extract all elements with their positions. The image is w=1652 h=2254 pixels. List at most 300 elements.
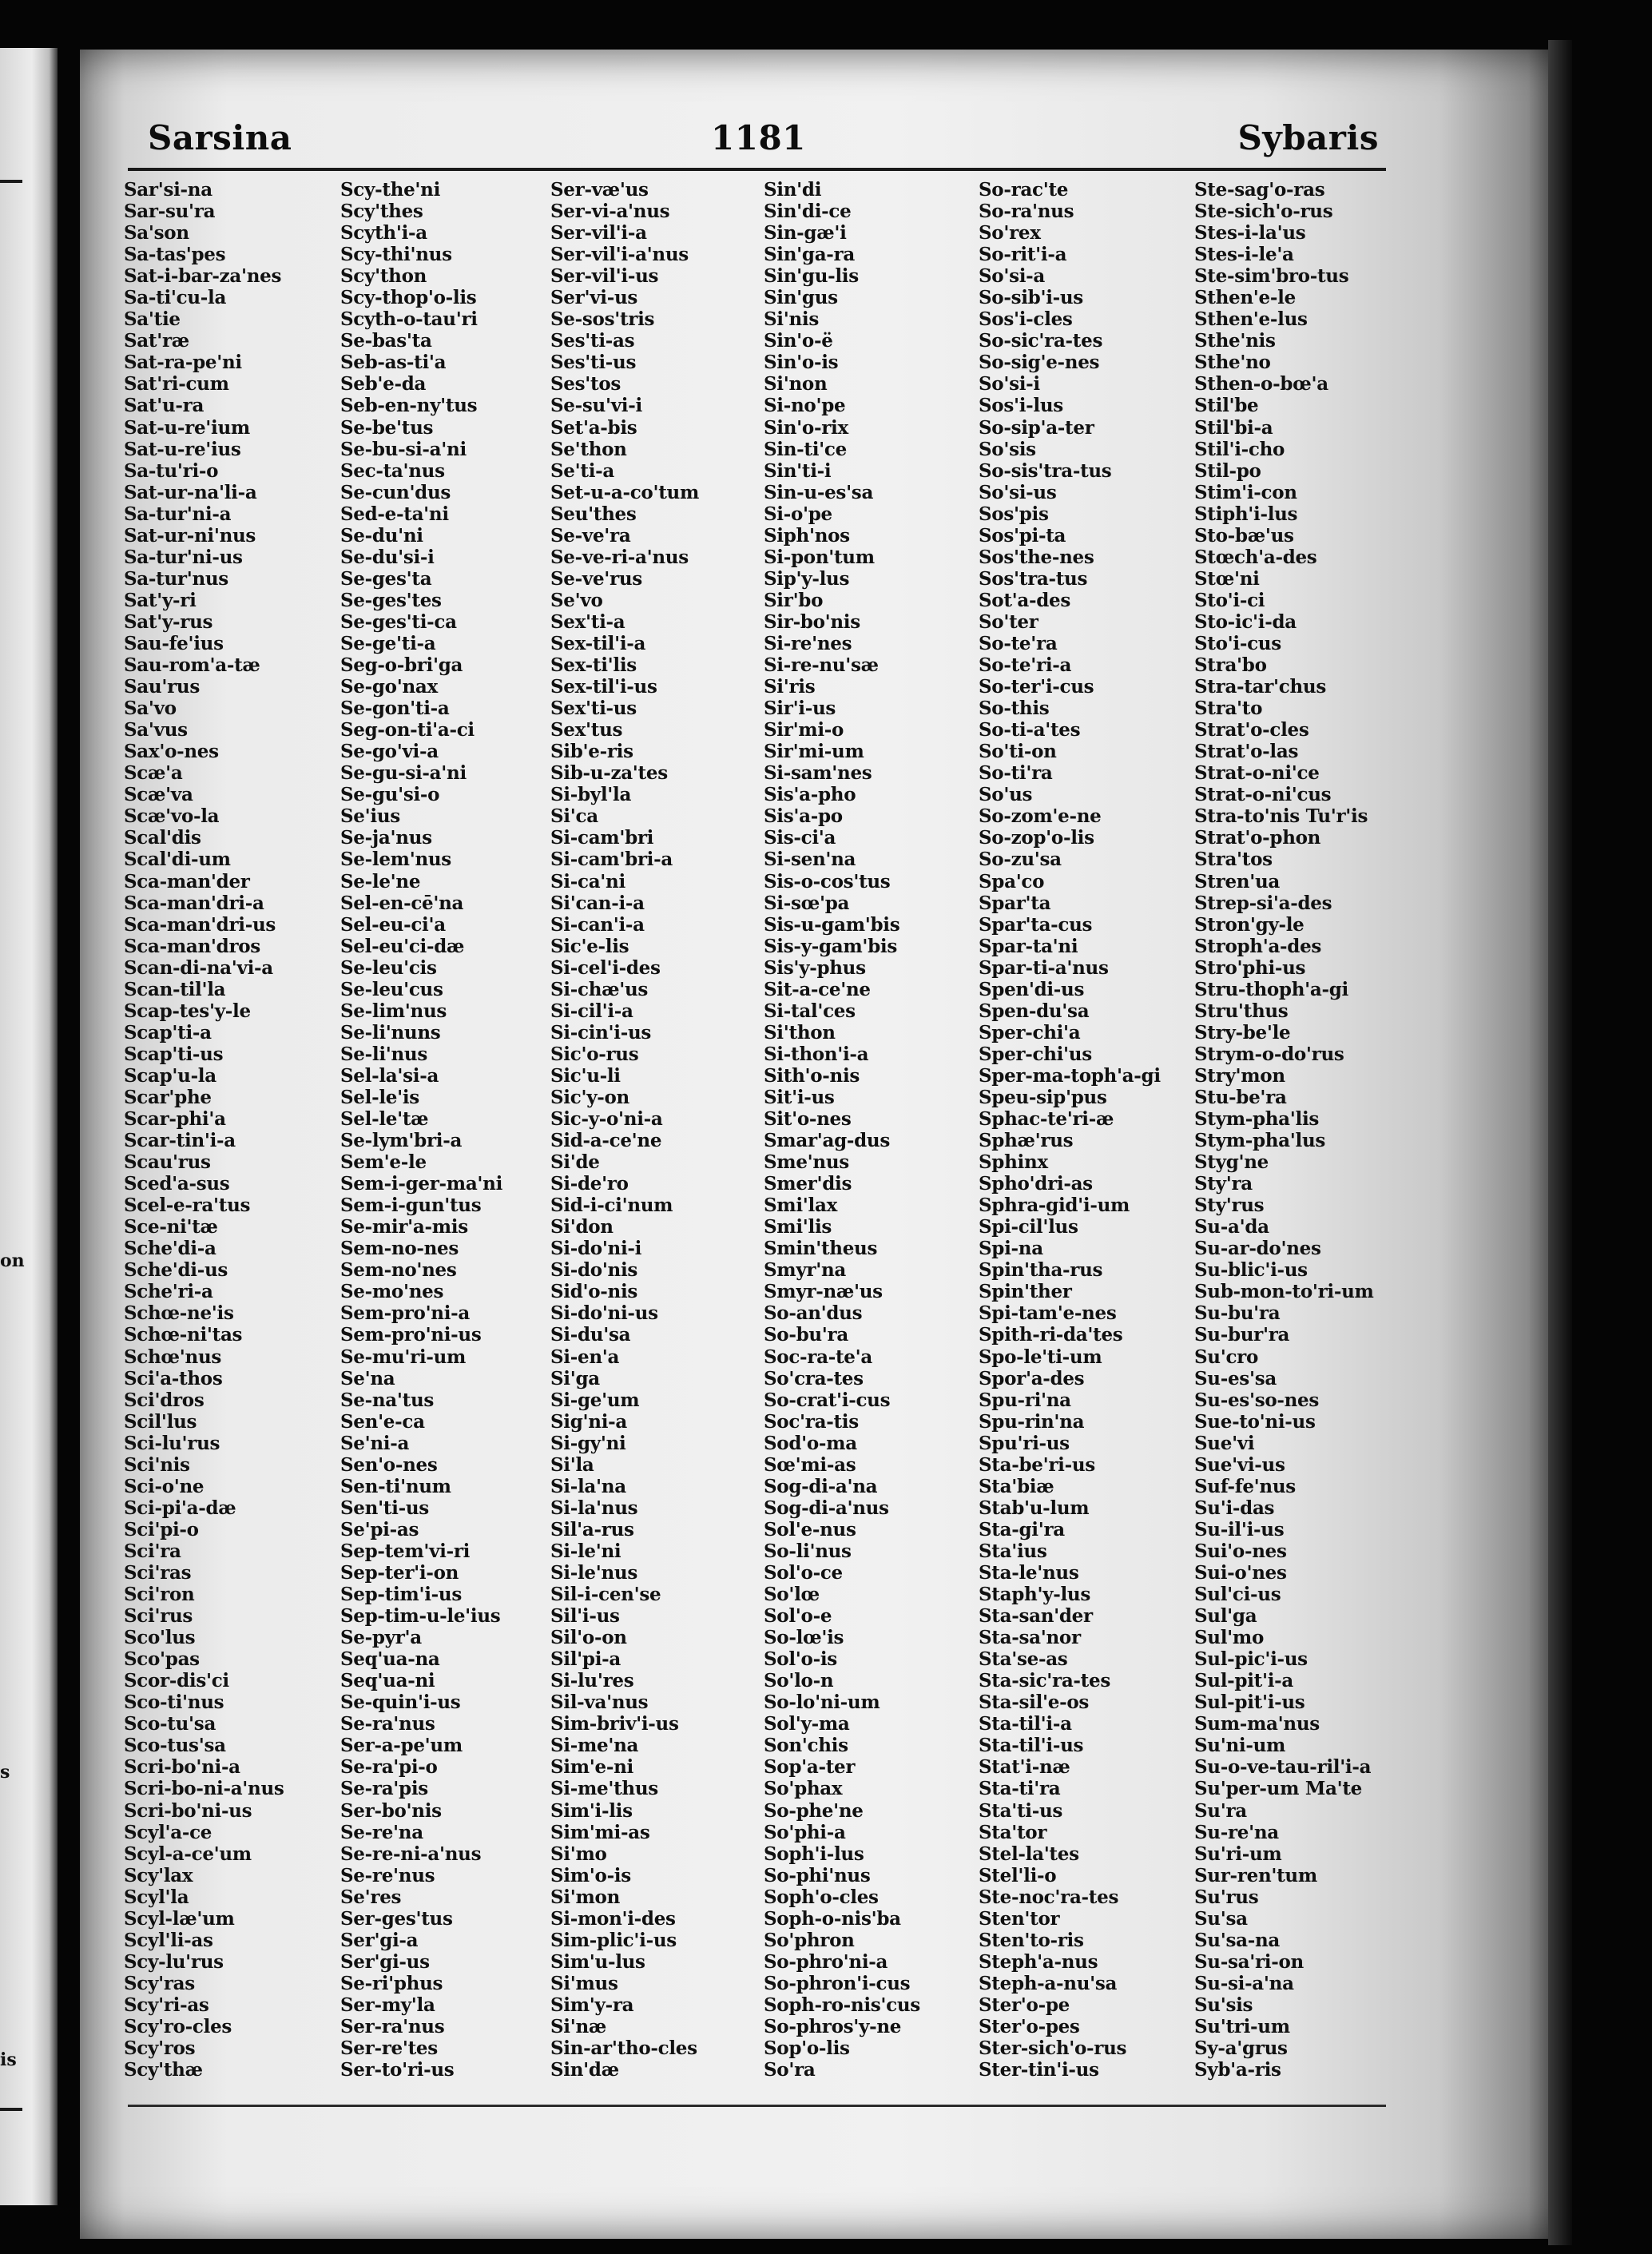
- dictionary-entry: Su-sa'ri-on: [1194, 1950, 1304, 1973]
- dictionary-entry: Stœ'ni: [1194, 567, 1260, 590]
- dictionary-entry: Si'ris: [764, 676, 816, 698]
- dictionary-entry: Sci'ron: [124, 1584, 195, 1606]
- dictionary-entry: Sin'ga-ra: [764, 244, 855, 266]
- dictionary-entry: Sin-gæ'i: [764, 222, 847, 244]
- dictionary-entry: So-ra'nus: [979, 201, 1074, 223]
- dictionary-entry: So'lo-n: [764, 1670, 834, 1692]
- dictionary-entry: Spen-du'sa: [979, 1000, 1090, 1022]
- dictionary-entry: Spi-cil'lus: [979, 1216, 1078, 1238]
- dictionary-entry: Si-du'sa: [550, 1324, 631, 1346]
- dictionary-entry: Sic'y-on: [550, 1086, 629, 1108]
- dictionary-entry: Steph'a-nus: [979, 1950, 1098, 1973]
- dictionary-entry: Si-can'i-a: [550, 913, 645, 936]
- dictionary-entry: Sul-pit'i-us: [1194, 1691, 1305, 1714]
- dictionary-entry: Si-cam'bri: [550, 827, 654, 849]
- dictionary-entry: Sic-y-o'ni-a: [550, 1108, 663, 1131]
- dictionary-entry: Sco'lus: [124, 1627, 196, 1649]
- dictionary-entry: Sem-i-gun'tus: [340, 1195, 482, 1217]
- dictionary-entry: Si'næ: [550, 2015, 607, 2037]
- dictionary-entry: Si'mo: [550, 1843, 607, 1865]
- dictionary-entry: Staph'y-lus: [979, 1584, 1091, 1606]
- dictionary-entry: Se-gu-si-a'ni: [340, 762, 467, 785]
- dictionary-entry: Smin'theus: [764, 1238, 878, 1260]
- dictionary-entry: Sta-sa'nor: [979, 1627, 1081, 1649]
- dictionary-entry: Si'ga: [550, 1367, 600, 1389]
- dictionary-entry: Sa-tu'ri-o: [124, 459, 219, 482]
- dictionary-entry: Si-en'a: [550, 1346, 620, 1368]
- dictionary-entry: Sche'di-a: [124, 1238, 216, 1260]
- dictionary-entry: So'us: [979, 784, 1033, 806]
- dictionary-entry: So-ti'ra: [979, 762, 1053, 785]
- dictionary-entry: So'sis: [979, 438, 1036, 460]
- dictionary-entry: Sin'gu-lis: [764, 265, 859, 288]
- dictionary-entry: Sis-ci'a: [764, 827, 836, 849]
- entry-column-1: [124, 179, 340, 2081]
- dictionary-entry: Sub-mon-to'ri-um: [1194, 1281, 1374, 1303]
- dictionary-entry: Strat'o-las: [1194, 741, 1299, 763]
- dictionary-entry: Set-u-a-co'tum: [550, 481, 699, 503]
- dictionary-entry: Se-gu'si-o: [340, 784, 440, 806]
- dictionary-entry: Sid-a-ce'ne: [550, 1130, 662, 1152]
- dictionary-entry: Sci'ras: [124, 1562, 192, 1584]
- dictionary-entry: Strat-o-ni'cus: [1194, 784, 1332, 806]
- dictionary-entry: Sed-e-ta'ni: [340, 503, 449, 525]
- dictionary-entry: Si-do'ni-i: [550, 1238, 642, 1260]
- dictionary-entry: Scæ'va: [124, 784, 193, 806]
- previous-page-fragment: [0, 48, 58, 2205]
- dictionary-entry: Se-ra'pi-o: [340, 1756, 438, 1779]
- dictionary-entry: Se-ve'ra: [550, 524, 631, 547]
- dictionary-entry: Si-de'ro: [550, 1173, 629, 1195]
- page-header: [72, 72, 1379, 160]
- dictionary-entry: Sib-u-za'tes: [550, 762, 668, 785]
- dictionary-entry: Su-es'sa: [1194, 1367, 1277, 1389]
- dictionary-entry: Stry'mon: [1194, 1064, 1285, 1087]
- dictionary-entry: Se-ja'nus: [340, 827, 432, 849]
- dictionary-entry: Sim-briv'i-us: [550, 1713, 679, 1735]
- dictionary-entry: Scy-lu'rus: [124, 1950, 224, 1973]
- dictionary-entry: Se-be'tus: [340, 416, 434, 439]
- dictionary-entry: Sto-ic'i-da: [1194, 610, 1297, 633]
- dictionary-entry: Sis-u-gam'bis: [764, 913, 900, 936]
- dictionary-entry: Sa-tur'ni-us: [124, 546, 243, 568]
- dictionary-entry: Sol'e-nus: [764, 1518, 856, 1540]
- dictionary-entry: Stra'to: [1194, 698, 1263, 720]
- dictionary-entry: So-te'ri-a: [979, 654, 1072, 677]
- dictionary-entry: Si-cin'i-us: [550, 1021, 652, 1044]
- dictionary-entry: Sthe'nis: [1194, 330, 1276, 352]
- dictionary-entry: Si-re-nu'sæ: [764, 654, 879, 677]
- dictionary-entry: Sod'o-ma: [764, 1432, 857, 1454]
- dictionary-entry: Sche'di-us: [124, 1259, 228, 1282]
- dictionary-entry: Ser-to'ri-us: [340, 2059, 455, 2081]
- dictionary-entry: Sta'ti-us: [979, 1799, 1063, 1822]
- fragment-text: on: [0, 1250, 25, 1271]
- dictionary-entry: Sa-tas'pes: [124, 244, 226, 266]
- dictionary-entry: Scar-phi'a: [124, 1108, 226, 1131]
- dictionary-entry: Sta-sic'ra-tes: [979, 1670, 1110, 1692]
- dictionary-entry: Sil'i-us: [550, 1605, 620, 1628]
- dictionary-entry: Sin'gus: [764, 287, 838, 309]
- dictionary-entry: Sco'pas: [124, 1648, 200, 1671]
- dictionary-entry: Si-do'nis: [550, 1259, 638, 1282]
- dictionary-entry: Sin'di: [764, 179, 822, 201]
- dictionary-entry: Stes-i-le'a: [1194, 244, 1294, 266]
- dictionary-entry: So-phron'i-cus: [764, 1972, 911, 1994]
- dictionary-entry: Su'cro: [1194, 1346, 1259, 1368]
- dictionary-entry: Stra'tos: [1194, 849, 1273, 871]
- dictionary-entry: Stu-be'ra: [1194, 1086, 1287, 1108]
- dictionary-entry: Si'de: [550, 1151, 600, 1174]
- dictionary-entry: Stab'u-lum: [979, 1497, 1090, 1519]
- dictionary-entry: Si-la'nus: [550, 1497, 638, 1519]
- dictionary-entry: Stroph'a-des: [1194, 935, 1322, 957]
- dictionary-entry: So-ter'i-cus: [979, 676, 1094, 698]
- dictionary-entry: So-rit'i-a: [979, 244, 1067, 266]
- dictionary-entry: Sem-i-ger-ma'ni: [340, 1173, 503, 1195]
- dictionary-entry: Strep-si'a-des: [1194, 892, 1332, 914]
- dictionary-entry: Ste-sag'o-ras: [1194, 179, 1325, 201]
- dictionary-entry: Si-pon'tum: [764, 546, 875, 568]
- dictionary-entry: Ster-sich'o-rus: [979, 2037, 1127, 2060]
- dictionary-entry: Sta'biæ: [979, 1475, 1054, 1497]
- dictionary-entry: Scri-bo-ni-a'nus: [124, 1778, 284, 1800]
- dictionary-entry: Sthe'no: [1194, 352, 1271, 374]
- dictionary-entry: Sci'ra: [124, 1540, 181, 1562]
- header-rule: [128, 168, 1386, 171]
- dictionary-entry: Spin'tha-rus: [979, 1259, 1103, 1282]
- dictionary-entry: Sim'o-is: [550, 1864, 631, 1886]
- dictionary-entry: Stron'gy-le: [1194, 913, 1305, 936]
- dictionary-entry: Scæ'vo-la: [124, 805, 220, 828]
- dictionary-entry: Sta'tor: [979, 1821, 1047, 1843]
- dictionary-entry: Sphra-gid'i-um: [979, 1195, 1130, 1217]
- dictionary-entry: Sthen'e-le: [1194, 287, 1296, 309]
- dictionary-entry: Sat'ri-cum: [124, 373, 229, 396]
- dictionary-entry: Sa'son: [124, 222, 189, 244]
- dictionary-entry: Sci'pi-o: [124, 1518, 199, 1540]
- dictionary-entry: Ster-tin'i-us: [979, 2059, 1099, 2081]
- dictionary-entry: Sol'o-e: [764, 1605, 832, 1628]
- dictionary-entry: Si-le'nus: [550, 1562, 637, 1584]
- dictionary-entry: Sin'ti-i: [764, 459, 832, 482]
- dictionary-entry: Spu-ri'na: [979, 1389, 1071, 1411]
- dictionary-entry: Sche'ri-a: [124, 1281, 213, 1303]
- dictionary-entry: Strat'o-phon: [1194, 827, 1321, 849]
- dictionary-entry: Se-lem'nus: [340, 849, 451, 871]
- entry-column-2: [340, 179, 556, 2081]
- dictionary-entry: Sco-tu'sa: [124, 1713, 216, 1735]
- dictionary-entry: Scy'thæ: [124, 2059, 203, 2081]
- dictionary-entry: Si-la'na: [550, 1475, 626, 1497]
- dictionary-entry: Stel-la'tes: [979, 1843, 1079, 1865]
- dictionary-entry: Sis-o-cos'tus: [764, 870, 891, 892]
- dictionary-entry: Sir'mi-um: [764, 741, 864, 763]
- dictionary-entry: Stry-be'le: [1194, 1021, 1291, 1044]
- dictionary-entry: Sos'the-nes: [979, 546, 1094, 568]
- dictionary-entry: Scri-bo'ni-us: [124, 1799, 252, 1822]
- dictionary-entry: Sos'tra-tus: [979, 567, 1088, 590]
- dictionary-entry: Si-ge'um: [550, 1389, 640, 1411]
- page-number: 1181: [711, 118, 806, 157]
- dictionary-entry: Spi-na: [979, 1238, 1043, 1260]
- fragment-rule: [0, 2108, 22, 2111]
- dictionary-entry: Ser-væ'us: [550, 179, 649, 201]
- dictionary-entry: Sci'dros: [124, 1389, 205, 1411]
- dictionary-entry: Spar'ta-cus: [979, 913, 1093, 936]
- dictionary-entry: Soph-ro-nis'cus: [764, 1994, 920, 2016]
- dictionary-entry: Se-ges'ta: [340, 567, 432, 590]
- dictionary-entry: So-sic'ra-tes: [979, 330, 1103, 352]
- dictionary-entry: Stil'be: [1194, 395, 1259, 417]
- dictionary-entry: Spa'co: [979, 870, 1045, 892]
- dictionary-entry: Sin-u-es'sa: [764, 481, 874, 503]
- dictionary-entry: Sex'tus: [550, 719, 623, 741]
- dictionary-entry: Se-re'nus: [340, 1864, 435, 1886]
- dictionary-entry: Se-gon'ti-a: [340, 698, 450, 720]
- dictionary-entry: Sta-til'i-us: [979, 1735, 1084, 1757]
- dictionary-entry: Stym-pha'lus: [1194, 1130, 1326, 1152]
- dictionary-entry: Scap'u-la: [124, 1064, 216, 1087]
- dictionary-entry: Ses'tos: [550, 373, 621, 396]
- dictionary-entry: Sim-plic'i-us: [550, 1929, 677, 1951]
- dictionary-entry: Se-ri'phus: [340, 1972, 443, 1994]
- dictionary-entry: Ser-vil'i-a'nus: [550, 244, 689, 266]
- dictionary-entry: Stil'bi-a: [1194, 416, 1273, 439]
- dictionary-entry: Stes-i-la'us: [1194, 222, 1306, 244]
- dictionary-entry: Sic'e-lis: [550, 935, 629, 957]
- dictionary-entry: Su-a'da: [1194, 1216, 1269, 1238]
- dictionary-entry: Sil'a-rus: [550, 1518, 634, 1540]
- dictionary-entry: Sci'nis: [124, 1453, 190, 1476]
- dictionary-entry: Su'tri-um: [1194, 2015, 1290, 2037]
- dictionary-entry: Si-mon'i-des: [550, 1907, 676, 1930]
- dictionary-entry: Schœ-ni'tas: [124, 1324, 243, 1346]
- dictionary-entry: Sue'vi-us: [1194, 1453, 1285, 1476]
- dictionary-entry: Scor-dis'ci: [124, 1670, 229, 1692]
- dictionary-entry: Se'res: [340, 1886, 402, 1908]
- dictionary-entry: Sol'y-ma: [764, 1713, 850, 1735]
- dictionary-entry: So-lo'ni-um: [764, 1691, 880, 1714]
- dictionary-entry: So-an'dus: [764, 1302, 863, 1325]
- dictionary-entry: So'cra-tes: [764, 1367, 864, 1389]
- dictionary-entry: Sau'rus: [124, 676, 200, 698]
- dictionary-entry: Scyl'la: [124, 1886, 189, 1908]
- dictionary-entry: So'si-us: [979, 481, 1057, 503]
- dictionary-entry: Schœ-ne'is: [124, 1302, 234, 1325]
- dictionary-entry: Si'la: [550, 1453, 594, 1476]
- dictionary-entry: Sci'rus: [124, 1605, 193, 1628]
- dictionary-entry: Sul'ci-us: [1194, 1584, 1281, 1606]
- dictionary-entry: Sip'y-lus: [764, 567, 850, 590]
- dictionary-entry: Sca-man'dri-a: [124, 892, 264, 914]
- dictionary-entry: Sca-man'dros: [124, 935, 260, 957]
- dictionary-entry: Spi-tam'e-nes: [979, 1302, 1117, 1325]
- guide-word-first: Sarsina: [148, 118, 292, 157]
- dictionary-entry: Soph'o-cles: [764, 1886, 879, 1908]
- dictionary-entry: Scy'lax: [124, 1864, 193, 1886]
- dictionary-entry: Se-du'si-i: [340, 546, 435, 568]
- dictionary-entry: Su'i-das: [1194, 1497, 1275, 1519]
- dictionary-entry: So'ti-on: [979, 741, 1057, 763]
- dictionary-entry: Si-cil'i-a: [550, 1000, 633, 1022]
- dictionary-entry: Sci-pi'a-dæ: [124, 1497, 236, 1519]
- dictionary-entry: Si'mus: [550, 1972, 618, 1994]
- dictionary-entry: Sci-o'ne: [124, 1475, 205, 1497]
- dictionary-entry: Sim'i-lis: [550, 1799, 633, 1822]
- dictionary-entry: Sta'se-as: [979, 1648, 1068, 1671]
- dictionary-entry: Sep-ter'i-on: [340, 1562, 459, 1584]
- dictionary-entry: Si-thon'i-a: [764, 1043, 869, 1065]
- dictionary-entry: Se-sos'tris: [550, 308, 655, 331]
- dictionary-entry: So-phe'ne: [764, 1799, 864, 1822]
- dictionary-entry: Sin'dæ: [550, 2059, 619, 2081]
- dictionary-entry: Scan-di-na'vi-a: [124, 956, 273, 979]
- dictionary-entry: Sar-su'ra: [124, 201, 216, 223]
- dictionary-entry: Spu-rin'na: [979, 1410, 1085, 1433]
- dictionary-entry: Scar-tin'i-a: [124, 1130, 236, 1152]
- dictionary-entry: Sel-le'tæ: [340, 1108, 429, 1131]
- dictionary-entry: Se-leu'cus: [340, 978, 443, 1000]
- dictionary-entry: Su'sis: [1194, 1994, 1253, 2016]
- dictionary-entry: Su'ni-um: [1194, 1735, 1286, 1757]
- dictionary-entry: Sin-ti'ce: [764, 438, 847, 460]
- dictionary-entry: Si-re'nes: [764, 632, 852, 654]
- dictionary-entry: Su'ra: [1194, 1799, 1247, 1822]
- dictionary-entry: Ser-vi-a'nus: [550, 201, 670, 223]
- dictionary-entry: Sul'mo: [1194, 1627, 1264, 1649]
- dictionary-entry: Se-ges'tes: [340, 589, 442, 611]
- dictionary-entry: Sul-pic'i-us: [1194, 1648, 1308, 1671]
- dictionary-entry: Si-chæ'us: [550, 978, 649, 1000]
- dictionary-entry: Su-bur'ra: [1194, 1324, 1290, 1346]
- dictionary-entry: Su-o-ve-tau-ril'i-a: [1194, 1756, 1372, 1779]
- dictionary-entry: Ses'ti-as: [550, 330, 635, 352]
- dictionary-entry: Se-ra'pis: [340, 1778, 428, 1800]
- dictionary-entry: Sic'o-rus: [550, 1043, 639, 1065]
- dictionary-entry: Ses'ti-us: [550, 352, 637, 374]
- dictionary-entry: Si'don: [550, 1216, 614, 1238]
- dictionary-entry: Se-lim'nus: [340, 1000, 447, 1022]
- dictionary-entry: Su-si-a'na: [1194, 1972, 1294, 1994]
- dictionary-entry: Stra'bo: [1194, 654, 1267, 677]
- dictionary-entry: Son'chis: [764, 1735, 848, 1757]
- dictionary-entry: Sphinx: [979, 1151, 1048, 1174]
- dictionary-entry: Smer'dis: [764, 1173, 852, 1195]
- dictionary-entry: Su-es'so-nes: [1194, 1389, 1320, 1411]
- dictionary-entry: Spar-ti-a'nus: [979, 956, 1109, 979]
- dictionary-entry: Si-ca'ni: [550, 870, 625, 892]
- dictionary-entry: Ster'o-pe: [979, 1994, 1070, 2016]
- dictionary-entry: Stil-po: [1194, 459, 1261, 482]
- dictionary-entry: Si-le'ni: [550, 1540, 621, 1562]
- dictionary-entry: Spith-ri-da'tes: [979, 1324, 1123, 1346]
- dictionary-entry: Se'na: [340, 1367, 395, 1389]
- dictionary-entry: Scal'dis: [124, 827, 201, 849]
- dictionary-entry: Sos'pi-ta: [979, 524, 1066, 547]
- dictionary-entry: Si-tal'ces: [764, 1000, 856, 1022]
- dictionary-entry: Syb'a-ris: [1194, 2059, 1281, 2081]
- dictionary-entry: Se-mo'nes: [340, 1281, 444, 1303]
- dictionary-entry: Smyr'na: [764, 1259, 846, 1282]
- dictionary-entry: Se-lym'bri-a: [340, 1130, 463, 1152]
- dictionary-entry: Sta-le'nus: [979, 1562, 1079, 1584]
- dictionary-entry: Sis'a-po: [764, 805, 843, 828]
- dictionary-entry: Stro'phi-us: [1194, 956, 1306, 979]
- dictionary-entry: So-phro'ni-a: [764, 1950, 888, 1973]
- dictionary-entry: Strym-o-do'rus: [1194, 1043, 1344, 1065]
- dictionary-entry: Sir'mi-o: [764, 719, 844, 741]
- dictionary-entry: Scy'thes: [340, 201, 423, 223]
- dictionary-entry: Scæ'a: [124, 762, 183, 785]
- dictionary-entry: Ser'vi-us: [550, 287, 638, 309]
- dictionary-entry: Si'mon: [550, 1886, 620, 1908]
- dictionary-entry: Sil-va'nus: [550, 1691, 649, 1714]
- dictionary-entry: Si'nis: [764, 308, 819, 331]
- dictionary-entry: Sat'y-ri: [124, 589, 197, 611]
- dictionary-entry: Su'rus: [1194, 1886, 1259, 1908]
- dictionary-entry: Soph-o-nis'ba: [764, 1907, 901, 1930]
- dictionary-entry: Sic'u-li: [550, 1064, 621, 1087]
- dictionary-entry: Sta-ti'ra: [979, 1778, 1061, 1800]
- dictionary-entry: Ser-vil'i-us: [550, 265, 659, 288]
- dictionary-entry: Sta-gi'ra: [979, 1518, 1065, 1540]
- dictionary-entry: Stiph'i-lus: [1194, 503, 1298, 525]
- dictionary-entry: Sœ'mi-as: [764, 1453, 856, 1476]
- dictionary-entry: Si-no'pe: [764, 395, 846, 417]
- dictionary-entry: So-zop'o-lis: [979, 827, 1094, 849]
- dictionary-entry: Spu'ri-us: [979, 1432, 1070, 1454]
- dictionary-entry: Sta-san'der: [979, 1605, 1093, 1628]
- dictionary-entry: So'si-i: [979, 373, 1040, 396]
- dictionary-entry: Sphæ'rus: [979, 1130, 1074, 1152]
- dictionary-entry: Stren'ua: [1194, 870, 1280, 892]
- dictionary-entry: Sphac-te'ri-æ: [979, 1108, 1114, 1131]
- dictionary-entry: So'rex: [979, 222, 1041, 244]
- dictionary-entry: Si'thon: [764, 1021, 836, 1044]
- dictionary-entry: Sat-u-re'ius: [124, 438, 241, 460]
- entry-columns: [124, 179, 1402, 2105]
- dictionary-entry: Sta-be'ri-us: [979, 1453, 1095, 1476]
- dictionary-entry: Styg'ne: [1194, 1151, 1269, 1174]
- dictionary-entry: So-sis'tra-tus: [979, 459, 1112, 482]
- dictionary-entry: Se-ve'rus: [550, 567, 642, 590]
- dictionary-entry: Se-ges'ti-ca: [340, 610, 457, 633]
- dictionary-entry: Sat-ur-ni'nus: [124, 524, 256, 547]
- dictionary-entry: Scan-til'la: [124, 978, 226, 1000]
- dictionary-entry: Sir'bo: [764, 589, 824, 611]
- dictionary-entry: Sel-en-cē'na: [340, 892, 464, 914]
- dictionary-entry: Sim'e-ni: [550, 1756, 633, 1779]
- dictionary-entry: Si-me'thus: [550, 1778, 658, 1800]
- dictionary-entry: So-lœ'is: [764, 1627, 844, 1649]
- dictionary-entry: Se'ni-a: [340, 1432, 410, 1454]
- dictionary-entry: Sum-ma'nus: [1194, 1713, 1320, 1735]
- dictionary-entry: Seg-o-bri'ga: [340, 654, 463, 677]
- dictionary-entry: Sis'y-phus: [764, 956, 866, 979]
- dictionary-entry: Scy-thop'o-lis: [340, 287, 477, 309]
- dictionary-entry: Spho'dri-as: [979, 1173, 1093, 1195]
- dictionary-entry: Sid'o-nis: [550, 1281, 638, 1303]
- dictionary-entry: Sem-no'nes: [340, 1259, 457, 1282]
- dictionary-entry: Scy-thi'nus: [340, 244, 452, 266]
- dictionary-entry: Sex-til'i-us: [550, 676, 657, 698]
- dictionary-entry: Sthen'e-lus: [1194, 308, 1308, 331]
- dictionary-entry: Sa'tie: [124, 308, 181, 331]
- footer-rule: [128, 2105, 1386, 2107]
- dictionary-entry: Scel-e-ra'tus: [124, 1195, 251, 1217]
- dictionary-entry: Si-me'na: [550, 1735, 639, 1757]
